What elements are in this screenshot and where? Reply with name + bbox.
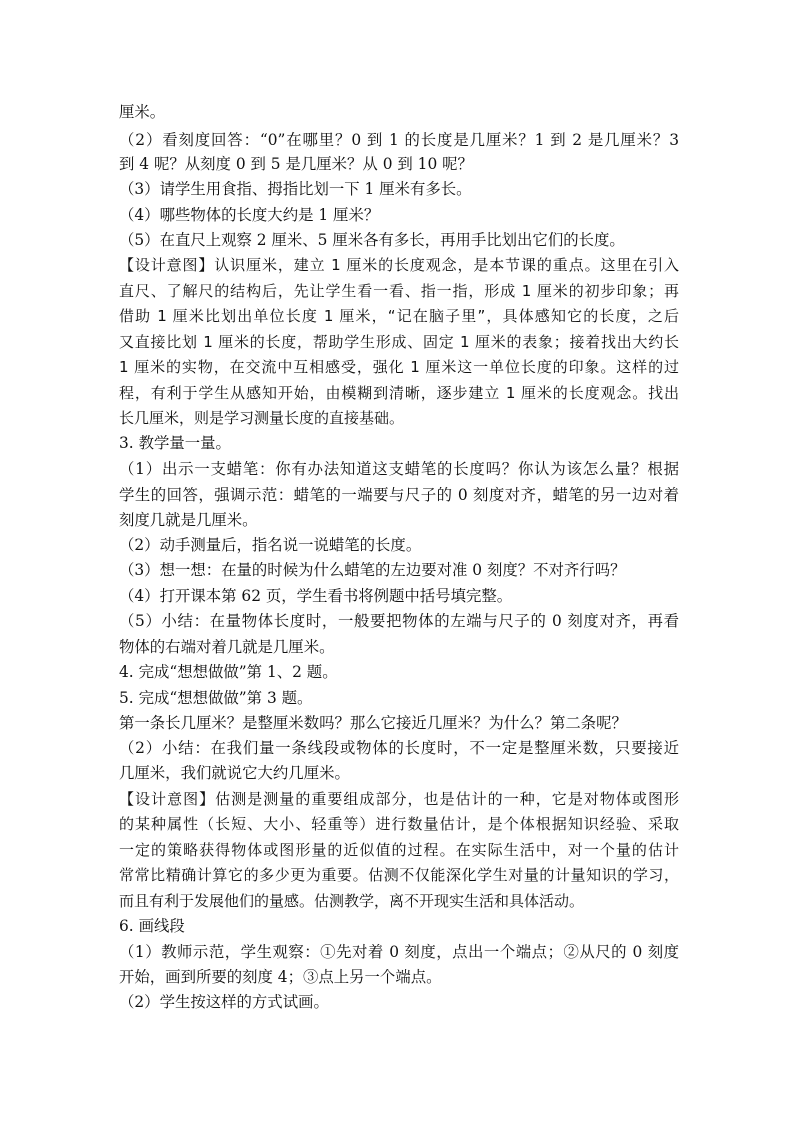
text-line: （3）请学生用食指、拇指比划一下 1 厘米有多长。 bbox=[119, 180, 472, 198]
design-intent-line: 借助 1 厘米比划出单位长度 1 厘米，“记在脑子里”，具体感知它的长度，之后 bbox=[119, 307, 679, 325]
design-intent-line: 1 厘米的实物，在交流中互相感受，强化 1 厘米这一单位长度的印象。这样的过 bbox=[119, 358, 679, 376]
design-intent-line: 的某种属性（长短、大小、轻重等）进行数量估计，是个体根据知识经验、采取 bbox=[119, 815, 679, 833]
text-line: （3）想一想：在量的时候为什么蜡笔的左边要对准 0 刻度？不对齐行吗？ bbox=[119, 561, 626, 579]
text-line: 第一条长几厘米？是整厘米数吗？那么它接近几厘米？为什么？第二条呢？ bbox=[119, 714, 627, 732]
text-line: 到 4 呢？从刻度 0 到 5 是几厘米？从 0 到 10 呢？ bbox=[119, 155, 473, 173]
text-line: （5）在直尺上观察 2 厘米、5 厘米各有多长，再用手比划出它们的长度。 bbox=[119, 231, 625, 249]
text-line: （2）小结：在我们量一条线段或物体的长度时，不一定是整厘米数，只要接近 bbox=[119, 739, 679, 757]
text-line: （2）动手测量后，指名说一说蜡笔的长度。 bbox=[119, 536, 422, 554]
design-intent-line: 程，有利于学生从感知开始，由模糊到清晰，逐步建立 1 厘米的长度观念。找出 bbox=[119, 384, 679, 402]
section-heading: 3. 教学量一量。 bbox=[119, 434, 231, 452]
design-intent-line: 一定的策略获得物体或图形量的近似值的过程。在实际生活中，对一个量的估计 bbox=[119, 841, 679, 859]
design-intent-line: 而且有利于发展他们的量感。估测教学，离不开现实生活和具体活动。 bbox=[119, 892, 585, 910]
design-intent-line: 直尺、了解尺的结构后，先让学生看一看、指一指，形成 1 厘米的初步印象；再 bbox=[119, 282, 679, 300]
text-line: 开始，画到所要的刻度 4；③点上另一个端点。 bbox=[119, 968, 442, 986]
text-line: 刻度几就是几厘米。 bbox=[119, 511, 258, 529]
section-heading: 6. 画线段 bbox=[119, 917, 185, 935]
design-intent-line: 【设计意图】认识厘米，建立 1 厘米的长度观念，是本节课的重点。这里在引入 bbox=[119, 256, 679, 274]
text-line: （4）打开课本第 62 页，学生看书将例题中括号填完整。 bbox=[119, 587, 513, 605]
text-line: 学生的回答，强调示范：蜡笔的一端要与尺子的 0 刻度对齐，蜡笔的另一边对着 bbox=[119, 486, 679, 504]
text-line: （1）出示一支蜡笔：你有办法知道这支蜡笔的长度吗？你认为该怎么量？根据 bbox=[119, 460, 679, 478]
text-line: （2）看刻度回答：“0”在哪里？0 到 1 的长度是几厘米？1 到 2 是几厘米？3 bbox=[119, 131, 679, 149]
text-line: （2）学生按这样的方式试画。 bbox=[119, 993, 329, 1011]
design-intent-line: 又直接比划 1 厘米的长度，帮助学生形成、固定 1 厘米的表象；接着找出大约长 bbox=[119, 333, 679, 351]
section-heading: 4. 完成“想想做做”第 1、2 题。 bbox=[119, 663, 338, 681]
design-intent-line: 【设计意图】估测是测量的重要组成部分，也是估计的一种，它是对物体或图形 bbox=[119, 790, 679, 808]
text-line: 物体的右端对着几就是几厘米。 bbox=[119, 638, 335, 656]
design-intent-line: 长几厘米，则是学习测量长度的直接基础。 bbox=[119, 409, 405, 427]
text-line: （1）教师示范，学生观察：①先对着 0 刻度，点出一个端点；②从尺的 0 刻度 bbox=[119, 943, 679, 961]
text-line: 厘米。 bbox=[119, 103, 166, 121]
section-heading: 5. 完成“想想做做”第 3 题。 bbox=[119, 689, 313, 707]
text-line: （5）小结：在量物体长度时，一般要把物体的左端与尺子的 0 刻度对齐，再看 bbox=[119, 612, 679, 630]
text-line: （4）哪些物体的长度大约是 1 厘米？ bbox=[119, 206, 380, 224]
design-intent-line: 常常比精确计算它的多少更为重要。估测不仅能深化学生对量的计量知识的学习， bbox=[119, 866, 679, 884]
text-line: 几厘米，我们就说它大约几厘米。 bbox=[119, 764, 350, 782]
